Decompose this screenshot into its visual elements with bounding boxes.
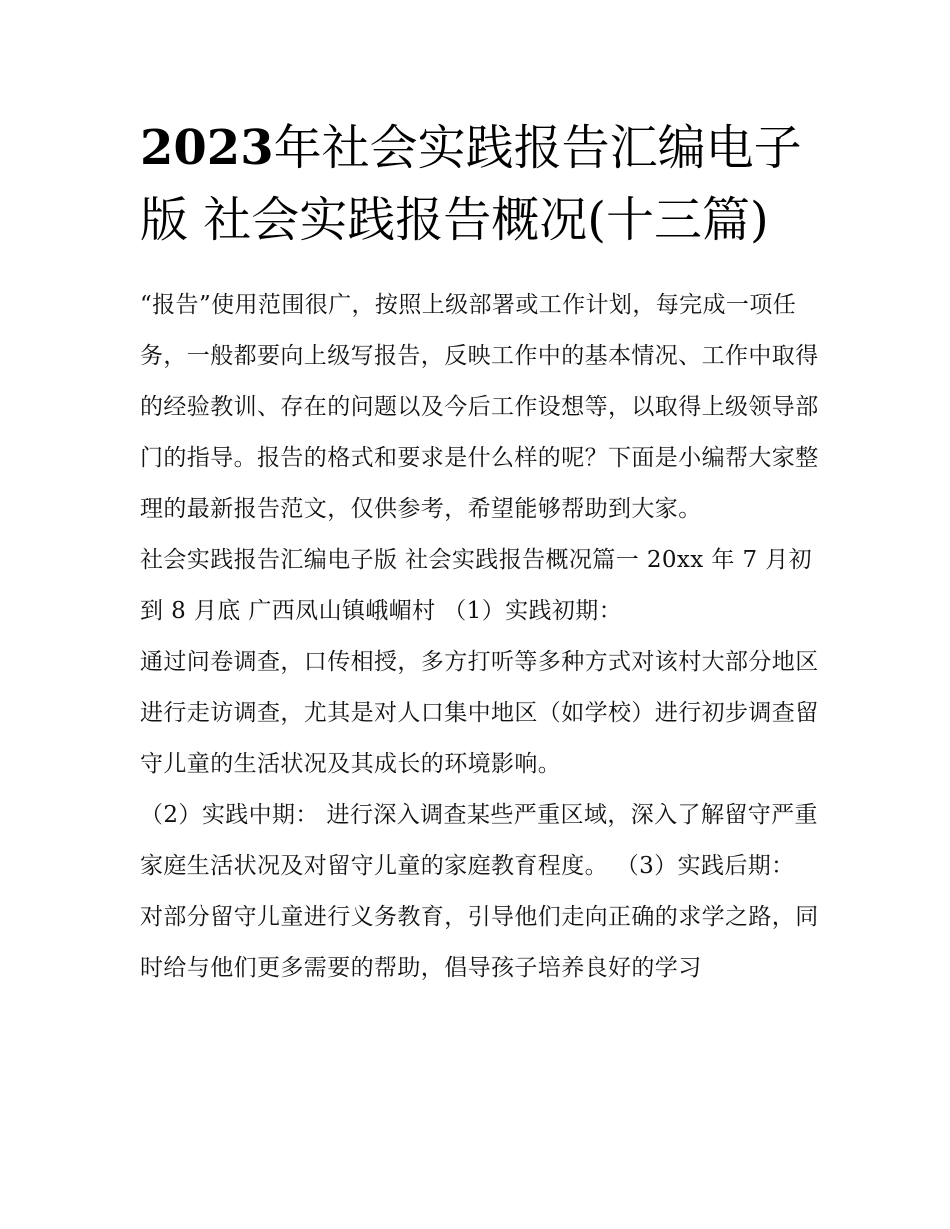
early-stage-paragraph: 通过问卷调查，口传相授，多方打听等多种方式对该村大部分地区进行走访调查，尤其是对人口集中地区（如学校）进行初步调查留守儿童的生活状况及其成长的环境影响。 [140, 649, 819, 777]
intro-paragraph: “报告”使用范围很广，按照上级部署或工作计划，每完成一项任务，一般都要向上级写报告，反映工作中的基本情况、工作中取得的经验教训、存在的问题以及今后工作设想等，以取得上级领导部门的指导。报告的格式和要求是什么样的呢？下面是小编帮大家整理的最新报告范文，仅供参考，希望能够帮助到大家。 [140, 292, 819, 522]
late-stage-paragraph: 对部分留守儿童进行义务教育，引导他们走向正确的求学之路，同时给与他们更多需要的帮助，倡导孩子培养良好的学习 [140, 904, 819, 981]
document-body [140, 280, 820, 994]
title-year: 2023 [140, 120, 274, 176]
document-title [140, 112, 820, 256]
title-text: 年社会实践报告汇编电子版 社会实践报告概况(十三篇) [140, 120, 802, 248]
report-heading-paragraph: 社会实践报告汇编电子版 社会实践报告概况篇一 20xx 年 7 月初到 8 月底 广西凤山镇峨嵋村 （1）实践初期： [140, 547, 812, 624]
middle-stage-paragraph: （2）实践中期： 进行深入调查某些严重区域，深入了解留守严重家庭生活状况及对留守儿童的家庭教育程度。 （3）实践后期： [140, 802, 818, 879]
